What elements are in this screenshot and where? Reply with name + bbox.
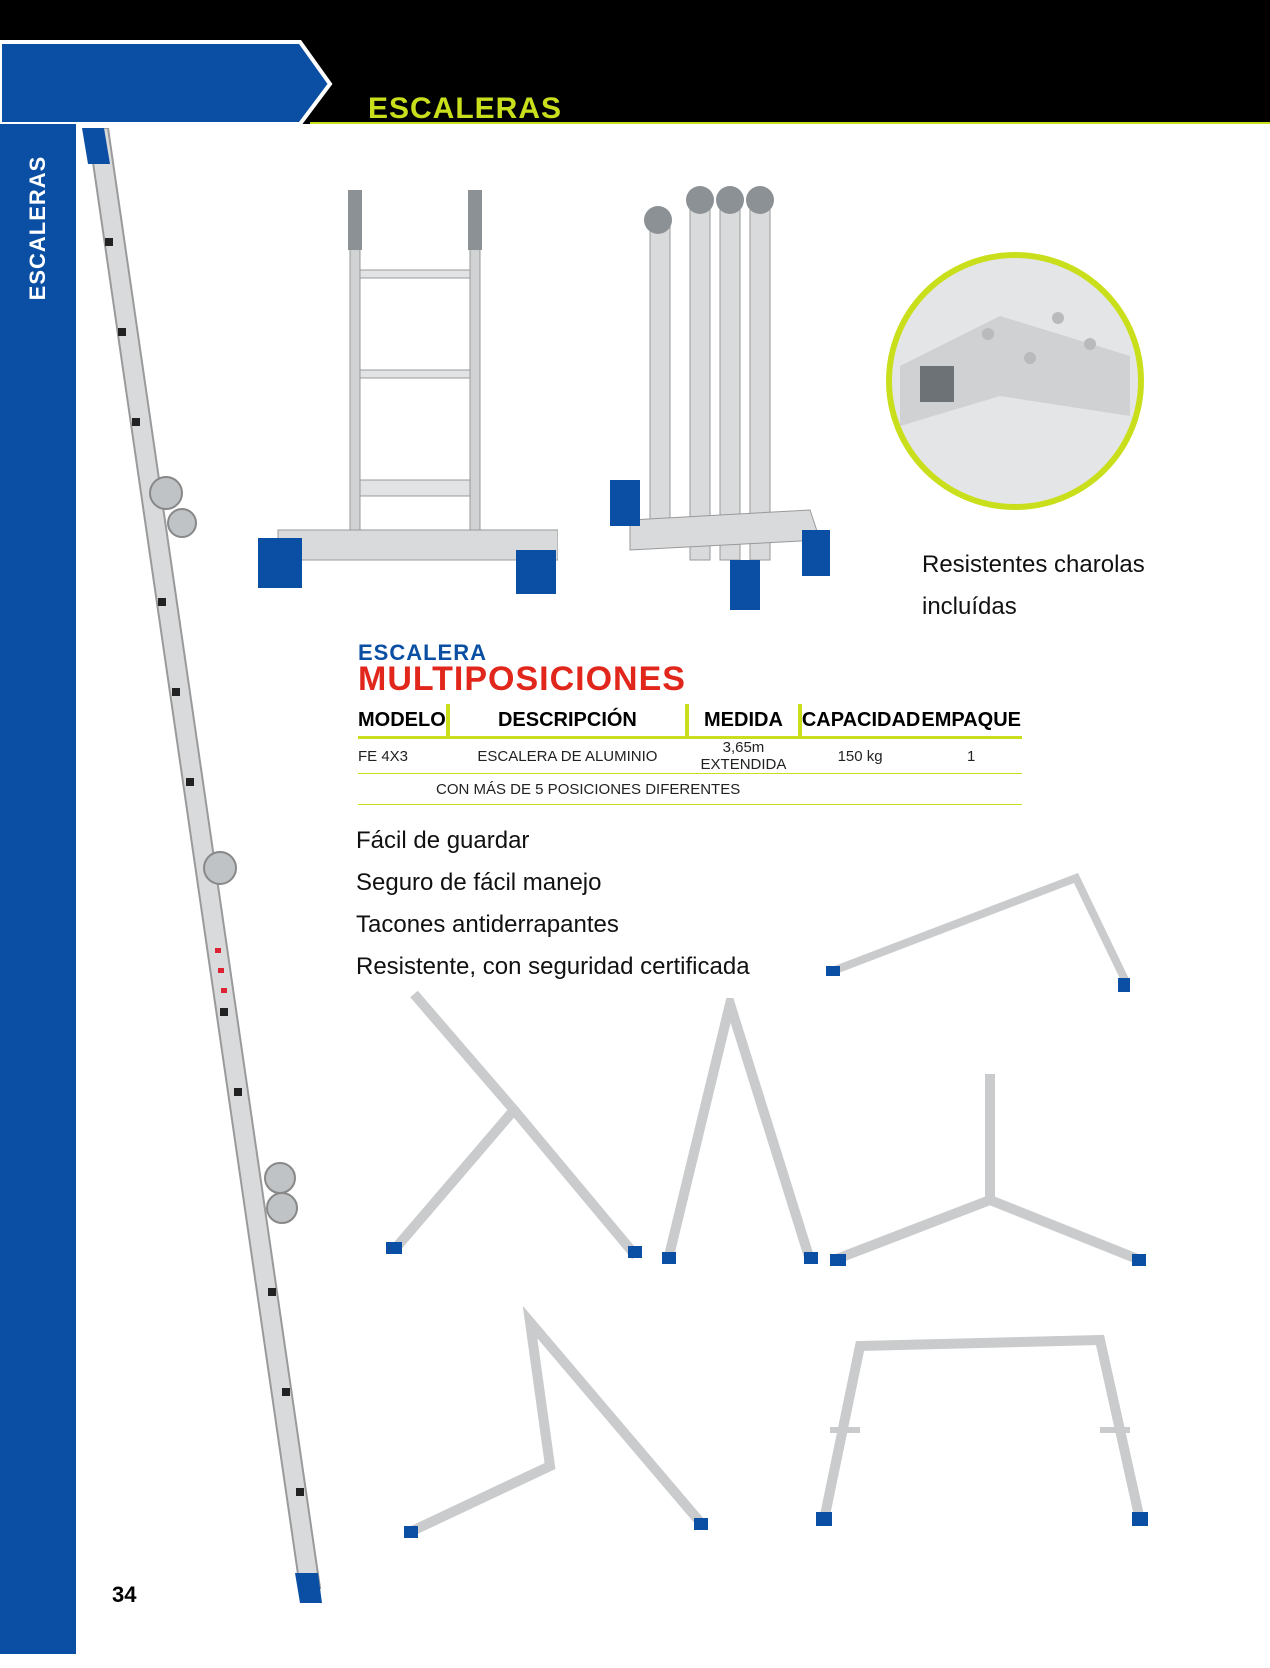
ladder-folded-image xyxy=(610,180,830,620)
ladder-position-5 xyxy=(400,1306,720,1546)
table-header: DESCRIPCIÓN xyxy=(448,704,687,738)
feature-item: Resistente, con seguridad certificada xyxy=(356,953,750,980)
spec-table xyxy=(358,704,1022,805)
section-title: ESCALERAS xyxy=(368,92,563,125)
feature-item: Fácil de guardar xyxy=(356,827,530,854)
tray-detail-image xyxy=(880,246,1150,516)
ladder-position-6 xyxy=(800,1310,1150,1530)
table-cell: 1 xyxy=(920,738,1022,774)
table-header: EMPAQUE xyxy=(920,704,1022,738)
product-type: ESCALERA xyxy=(358,640,488,665)
table-header: CAPACIDAD xyxy=(800,704,921,738)
page-number: 34 xyxy=(112,1582,137,1607)
table-cell: 3,65m EXTENDIDA xyxy=(687,738,800,774)
table-note-row xyxy=(358,774,1022,805)
ladder-position-4 xyxy=(830,1070,1150,1270)
product-name: MULTIPOSICIONES xyxy=(358,660,686,698)
table-header: MODELO xyxy=(358,704,448,738)
feature-item: Tacones antiderrapantes xyxy=(356,911,619,938)
table-cell: FE 4X3 xyxy=(358,738,448,774)
table-header-row xyxy=(358,704,1022,738)
ladder-front-image xyxy=(258,190,558,610)
table-cell: ESCALERA DE ALUMINIO xyxy=(448,738,687,774)
table-row xyxy=(358,738,1022,774)
side-section-label: ESCALERAS xyxy=(25,155,50,301)
feature-item: Seguro de fácil manejo xyxy=(356,869,602,896)
ladder-position-1 xyxy=(826,872,1156,1012)
ladder-position-2 xyxy=(374,990,644,1260)
ladder-position-3 xyxy=(660,998,820,1268)
table-note: CON MÁS DE 5 POSICIONES DIFERENTES xyxy=(358,774,1022,805)
feature-list xyxy=(356,820,750,988)
table-header: MEDIDA xyxy=(687,704,800,738)
table-cell: 150 kg xyxy=(800,738,921,774)
tray-caption: Resistentes charolas incluídas xyxy=(922,551,1145,620)
header-bar xyxy=(0,0,1270,124)
